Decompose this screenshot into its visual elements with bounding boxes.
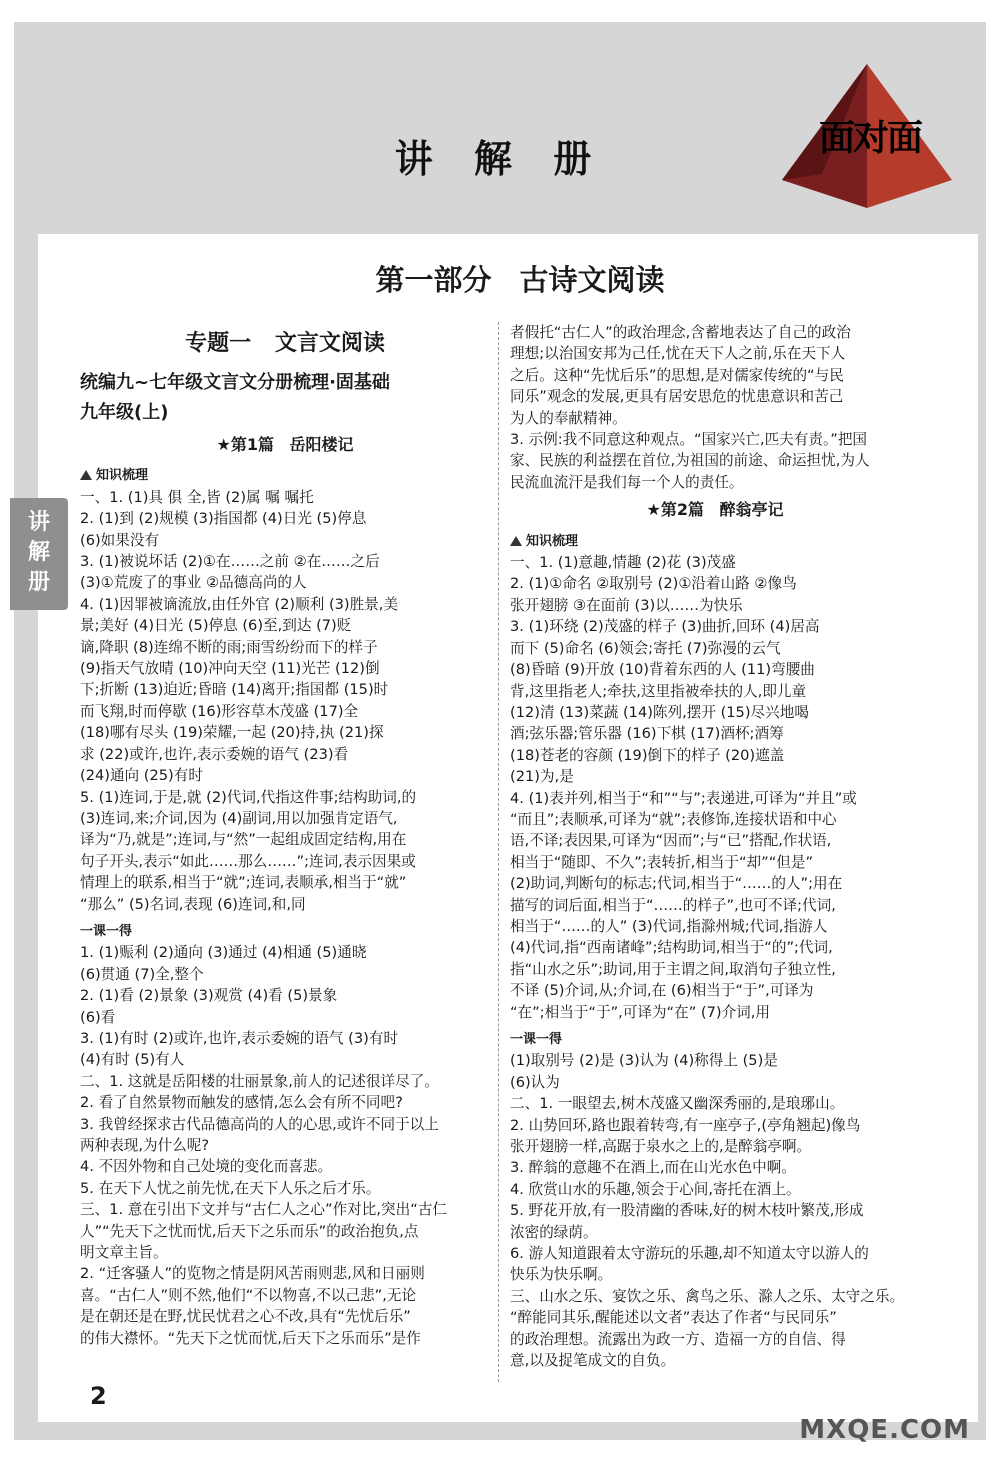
text-line: 相当于“……的人” (3)代词,指滁州城;代词,指游人: [510, 917, 828, 935]
text-line: 情理上的联系,相当于“就”;连词,表顺承,相当于“就”: [80, 874, 407, 892]
part-title: 第一部分 古诗文阅读: [375, 263, 665, 297]
text-line: 两种表现,为什么呢?: [80, 1137, 210, 1154]
text-line: 而下 (5)命名 (6)领会;寄托 (7)弥漫的云气: [510, 639, 781, 657]
section-heading: 一课一得: [510, 1032, 563, 1047]
text-line: 指“山水之乐”;助词,用于主谓之间,取消句子独立性,: [510, 960, 836, 978]
text-line: 家、民族的利益摆在首位,为祖国的前途、命运担忧,为人: [510, 452, 870, 470]
text-line: (3)连词,来;介词,因为 (4)副词,用以加强肯定语气,: [80, 809, 398, 827]
text-line: 译为“乃,就是”;连词,与“然”一起组成固定结构,用在: [80, 831, 407, 849]
text-line: (6)贯通 (7)全,整个: [80, 965, 204, 983]
answer-lines: [80, 487, 490, 915]
text-line: 4. (1)表并列,相当于“和”“与”;表递进,可译为“并且”或: [510, 789, 857, 807]
triangle-icon: [510, 536, 522, 546]
grade-heading: 九年级(上): [80, 402, 169, 423]
text-line: 浓密的绿荫。: [510, 1223, 598, 1241]
page-number: 2: [90, 1382, 107, 1410]
answer-lines: [80, 1071, 490, 1349]
topic-title: 专题一 文言文阅读: [185, 331, 385, 356]
text-line: (6)如果没有: [80, 531, 160, 549]
text-line: 的政治理想。流露出为政一方、造福一方的自信、得: [510, 1330, 846, 1348]
text-line: “在”;相当于“于”,可译为“在” (7)介词,用: [510, 1003, 770, 1021]
answer-lines: [510, 552, 920, 1023]
text-line: (3)①荒废了的事业 ②品德高尚的人: [80, 574, 307, 592]
text-line: 2. (1)看 (2)景象 (3)观赏 (4)看 (5)景象: [80, 987, 338, 1005]
section-label: 知识梳理: [96, 468, 149, 484]
text-line: (9)指天气放晴 (10)冲向天空 (11)光芒 (12)倒: [80, 660, 380, 678]
text-line: 相当于“随即、不久”;表转折,相当于“却”“但是”: [510, 853, 814, 871]
column-divider: [498, 322, 500, 1382]
text-line: 2. (1)①命名 ②取别号 (2)①沿着山路 ②像鸟: [510, 575, 797, 593]
text-line: “醉能同其乐,醒能述以文者”表达了作者“与民同乐”: [510, 1309, 837, 1327]
text-line: 3. (1)被说坏话 (2)①在……之前 ②在……之后: [80, 553, 380, 571]
text-line: 背,这里指老人;牵扶,这里指被牵扶的人,即儿童: [510, 682, 807, 700]
text-line: 民流血流汗是我们每一个人的责任。: [510, 473, 744, 491]
text-line: 的伟大襟怀。“先天下之忧而忧,后天下之乐而乐”是作: [80, 1329, 421, 1347]
text-line: (6)看: [80, 1008, 116, 1026]
section-label: 知识梳理: [526, 533, 579, 549]
text-line: 景;美好 (4)日光 (5)停息 (6)至,到达 (7)贬: [80, 617, 352, 635]
watermark: MXQE.COM: [799, 1415, 970, 1445]
text-line: 张开翅膀 ③在面前 (3)以……为快乐: [510, 596, 743, 614]
answer-lines: [80, 942, 490, 1070]
text-line: 1. (1)赈利 (2)通向 (3)通过 (4)相通 (5)通晓: [80, 944, 367, 962]
text-line: (21)为,是: [510, 768, 574, 786]
answer-lines: [510, 322, 920, 493]
side-tab: [10, 498, 68, 610]
text-line: 不译 (5)介词,从;介词,在 (6)相当于“于”,可译为: [510, 982, 814, 1000]
text-line: 而飞翔,时而停歇 (16)形容草木茂盛 (17)全: [80, 702, 359, 720]
text-line: 为人的奉献精神。: [510, 409, 627, 427]
text-line: “那么” (5)名词,表现 (6)连词,和,同: [80, 895, 306, 913]
text-line: 5. (1)连词,于是,就 (2)代词,代指这件事;结构助词,的: [80, 788, 417, 806]
text-line: 三、1. 意在引出下文并与“古仁人之心”作对比,突出“古仁: [80, 1201, 447, 1219]
text-line: 3. 我曾经探求古代品德高尚的人的心思,或许不同于以上: [80, 1115, 439, 1133]
text-line: (6)认为: [510, 1073, 560, 1091]
text-line: 句子开头,表示“如此……那么……”;连词,表示因果或: [80, 852, 416, 870]
text-line: 快乐为快乐啊。: [510, 1266, 613, 1284]
text-line: 喜。“古仁人”则不然,他们“不以物喜,不以己悲”,无论: [80, 1286, 417, 1304]
text-line: 是在朝还是在野,忧民忧君之心不改,具有“先忧后乐”: [80, 1308, 411, 1326]
text-line: 描写的词后面,相当于“……的样子”,也可不译;代词,: [510, 896, 836, 914]
text-line: “而且”;表顺承,可译为“就”;表修饰,连接状语和中心: [510, 810, 837, 828]
text-line: (12)清 (13)菜蔬 (14)陈列,摆开 (15)尽兴地喝: [510, 703, 809, 721]
text-line: 下;折断 (13)迫近;昏暗 (14)离开;指国都 (15)时: [80, 681, 389, 699]
text-line: 3. 示例:我不同意这种观点。“国家兴亡,匹夫有责。”把国: [510, 431, 868, 449]
text-line: 3. (1)环绕 (2)茂盛的样子 (3)曲折,回环 (4)居高: [510, 618, 820, 636]
text-line: 一、1. (1)意趣,情趣 (2)花 (3)茂盛: [510, 554, 736, 572]
text-line: 二、1. 一眼望去,树木茂盛又幽深秀丽的,是琅琊山。: [510, 1095, 845, 1113]
text-line: (1)取别号 (2)是 (3)认为 (4)称得上 (5)是: [510, 1052, 778, 1070]
section-heading: [80, 465, 490, 486]
left-column: [80, 330, 490, 1349]
text-line: 意,以及捉笔成文的自负。: [510, 1352, 676, 1370]
text-line: 张开翅膀一样,高踞于泉水之上的,是醉翁亭啊。: [510, 1138, 812, 1156]
answer-lines: [510, 1050, 920, 1093]
text-line: 2. (1)到 (2)规模 (3)指国都 (4)日光 (5)停息: [80, 510, 367, 528]
text-line: 4. 不因外物和自己处境的变化而喜悲。: [80, 1158, 333, 1176]
text-line: 3. 醉翁的意趣不在酒上,而在山光水色中啊。: [510, 1159, 796, 1177]
text-line: 一、1. (1)具 俱 全,皆 (2)属 嘱 嘱托: [80, 488, 314, 506]
text-line: (4)代词,指“西南诸峰”;结构助词,相当于“的”;代词,: [510, 939, 833, 957]
triangle-icon: [80, 470, 92, 480]
side-tab-char: 解: [27, 540, 50, 565]
text-line: (18)哪有尽头 (19)荣耀,一起 (20)持,执 (21)探: [80, 724, 384, 742]
text-line: 酒;弦乐器;管乐器 (16)下棋 (17)酒杯;酒筹: [510, 725, 784, 743]
text-line: 二、1. 这就是岳阳楼的壮丽景象,前人的记述很详尽了。: [80, 1072, 439, 1090]
text-line: 同乐”观念的发展,更具有居安思危的忧患意识和苦己: [510, 388, 844, 406]
text-line: 2. 山势回环,路也跟着转弯,有一座亭子,(亭角翘起)像鸟: [510, 1116, 861, 1134]
text-line: 4. (1)因罪被谪流放,由任外官 (2)顺利 (3)胜景,美: [80, 595, 399, 613]
text-line: 3. (1)有时 (2)或许,也许,表示委婉的语气 (3)有时: [80, 1029, 399, 1047]
text-line: (4)有时 (5)有人: [80, 1051, 185, 1069]
text-line: 者假托“古仁人”的政治理念,含蓄地表达了自己的政治: [510, 324, 851, 341]
text-line: 谪,降职 (8)连绵不断的雨;雨雪纷纷而下的样子: [80, 638, 378, 656]
text-line: 三、山水之乐、宴饮之乐、禽鸟之乐、滁人之乐、太守之乐。: [510, 1287, 905, 1305]
section-heading: 一课一得: [80, 923, 133, 939]
text-line: 人”“先天下之忧而忧,后天下之乐而乐”的政治抱负,点: [80, 1222, 419, 1240]
answer-lines: [510, 1093, 920, 1371]
text-line: 求 (22)或许,也许,表示委婉的语气 (23)看: [80, 745, 349, 763]
text-line: 明文章主旨。: [80, 1244, 168, 1262]
text-line: 5. 野花开放,有一股清幽的香味,好的树木枝叶繁茂,形成: [510, 1202, 864, 1220]
text-line: 2. “迁客骚人”的览物之情是阴风苦雨则悲,风和日丽则: [80, 1265, 425, 1283]
book-title: 讲 解 册: [394, 137, 606, 181]
side-tab-char: 讲: [27, 510, 50, 535]
subtitle: 统编九~七年级文言文分册梳理·固基础: [80, 372, 390, 393]
text-line: 4. 欣赏山水的乐趣,领会于心间,寄托在酒上。: [510, 1180, 801, 1198]
text-line: 理想;以治国安邦为己任,忧在天下人之前,乐在天下人: [510, 345, 846, 363]
text-line: (8)昏暗 (9)开放 (10)背着东西的人 (11)弯腰曲: [510, 661, 815, 679]
side-tab-char: 册: [27, 570, 50, 595]
article-heading: ★第2篇 醉翁亭记: [646, 500, 784, 520]
article-heading: ★第1篇 岳阳楼记: [216, 435, 354, 454]
text-line: 之后。这种“先忧后乐”的思想,是对儒家传统的“与民: [510, 366, 844, 384]
section-heading: [510, 531, 920, 552]
text-line: 6. 游人知道跟着太守游玩的乐趣,却不知道太守以游人的: [510, 1245, 869, 1263]
text-line: 2. 看了自然景物而触发的感情,怎么会有所不同吧?: [80, 1094, 403, 1112]
text-line: (24)通向 (25)有时: [80, 767, 203, 785]
text-line: 5. 在天下人忧之前先忧,在天下人乐之后才乐。: [80, 1179, 381, 1197]
text-line: (18)苍老的容颜 (19)倒下的样子 (20)遮盖: [510, 746, 785, 764]
right-column: [510, 322, 920, 1372]
brand-logo: 面对面: [818, 118, 921, 159]
text-line: (2)助词,判断句的标志;代词,相当于“……的人”;用在: [510, 875, 843, 893]
text-line: 语,不译;表因果,可译为“因而”;与“已”搭配,作状语,: [510, 832, 832, 850]
